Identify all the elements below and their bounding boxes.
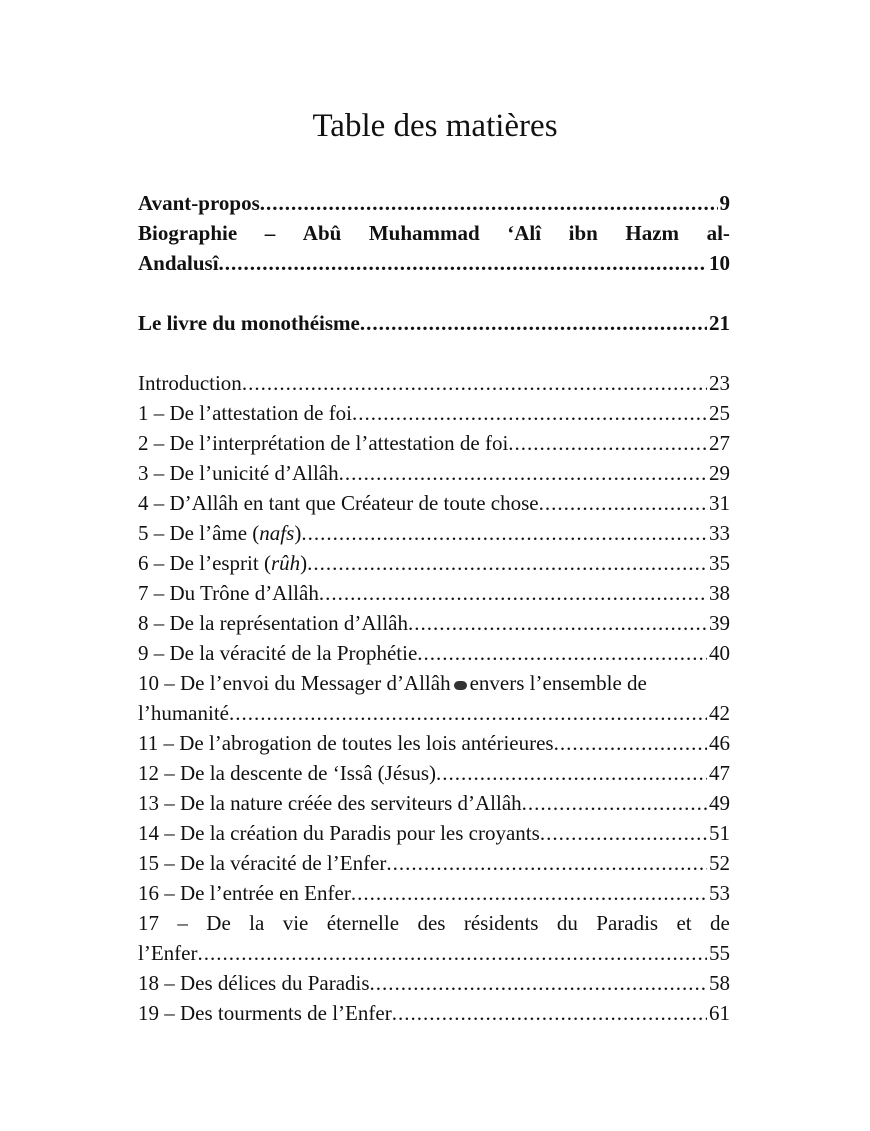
leader-dots [260, 188, 718, 218]
toc-entry-title: Le livre du monothéisme [138, 311, 360, 335]
toc-entry-title: 16 – De l’entrée en Enfer [138, 881, 351, 905]
toc-page-number: 23 [709, 371, 730, 395]
leader-dots [229, 698, 707, 728]
toc-page-number: 9 [719, 191, 730, 215]
toc-entry [138, 968, 730, 998]
toc-entry-title: Avant-propos [138, 191, 260, 215]
leader-dots [242, 368, 707, 398]
toc-entry [138, 518, 730, 548]
toc-entry-title: 14 – De la création du Paradis pour les croyants [138, 821, 540, 845]
toc-entry-title: 9 – De la véracité de la Prophétie [138, 641, 418, 665]
toc-entry-avant-propos [138, 188, 730, 218]
toc-page-number: 33 [709, 521, 730, 545]
word: Biographie [138, 221, 238, 245]
leader-dots [539, 488, 707, 518]
toc-entry-title: 13 – De la nature créée des serviteurs d’Allâh [138, 791, 522, 815]
page-title: Table des matières [312, 108, 558, 144]
toc-entry-10-line2 [138, 698, 730, 728]
toc-entry [138, 398, 730, 428]
toc-entry-title [138, 548, 307, 578]
toc-entry-title: l’humanité [138, 701, 229, 725]
toc-entry [138, 488, 730, 518]
toc-page-number: 51 [709, 821, 730, 845]
toc-entry [138, 548, 730, 578]
word: éternelle [326, 911, 400, 935]
toc-entry-title: 19 – Des tourments de l’Enfer [138, 1001, 392, 1025]
leader-dots [417, 638, 707, 668]
table-of-contents [138, 188, 730, 1028]
toc-page-number: 38 [709, 581, 730, 605]
toc-entry-17-line2 [138, 938, 730, 968]
toc-entry-title: Introduction [138, 371, 242, 395]
toc-entry-title-cont: envers l’ensemble de [469, 671, 647, 695]
toc-entry-10-line1 [138, 668, 730, 698]
toc-page-number: 49 [709, 791, 730, 815]
word: des [417, 911, 446, 935]
toc-page-number: 27 [709, 431, 730, 455]
word: la [249, 911, 265, 935]
title-part: 6 – De l’esprit ( [138, 551, 271, 575]
salutation-seal-icon [454, 681, 467, 690]
leader-dots [352, 398, 707, 428]
toc-entry [138, 998, 730, 1028]
toc-entry-title: 2 – De l’interprétation de l’attestation de foi [138, 431, 509, 455]
toc-entry [138, 428, 730, 458]
toc-entry-title: Andalusî [138, 251, 219, 275]
word: 17 [138, 911, 159, 935]
toc-entry [138, 608, 730, 638]
leader-dots [339, 458, 707, 488]
toc-entry-title: 18 – Des délices du Paradis [138, 971, 370, 995]
toc-entry-introduction [138, 368, 730, 398]
leader-dots [319, 578, 707, 608]
word: al- [706, 221, 730, 245]
word: Paradis [596, 911, 659, 935]
toc-entry-17-line1 [138, 908, 730, 938]
title-italic-term: nafs [259, 521, 295, 545]
leader-dots [436, 758, 707, 788]
toc-page-number: 46 [709, 731, 730, 755]
toc-entry-biographie-line1 [138, 218, 730, 248]
toc-entry [138, 638, 730, 668]
toc-entry-title: 8 – De la représentation d’Allâh [138, 611, 408, 635]
toc-page-number: 29 [709, 461, 730, 485]
leader-dots [386, 848, 707, 878]
toc-entry-biographie-line2 [138, 248, 730, 278]
toc-entry-title: 3 – De l’unicité d’Allâh [138, 461, 339, 485]
toc-entry-title: 11 – De l’abrogation de toutes les lois antérieures [138, 731, 554, 755]
toc-entry-title: 12 – De la descente de ‘Issâ (Jésus) [138, 761, 436, 785]
title-part: ) [300, 551, 308, 575]
word: ibn [568, 221, 598, 245]
word: du [556, 911, 578, 935]
title-part: 5 – De l’âme ( [138, 521, 260, 545]
toc-entry-title: l’Enfer [138, 941, 198, 965]
toc-page-number: 55 [709, 941, 730, 965]
word: Muhammad [368, 221, 480, 245]
toc-entry [138, 788, 730, 818]
word: vie [282, 911, 309, 935]
toc-entry-title: 7 – Du Trône d’Allâh [138, 581, 319, 605]
toc-entry [138, 458, 730, 488]
toc-entry-title: 10 – De l’envoi du Messager d’Allâh [138, 671, 451, 695]
leader-dots [522, 788, 707, 818]
toc-page-number: 52 [709, 851, 730, 875]
toc-page-number: 47 [709, 761, 730, 785]
leader-dots [554, 728, 707, 758]
leader-dots [508, 428, 707, 458]
toc-page-number: 39 [709, 611, 730, 635]
title-italic-term: rûh [270, 551, 301, 575]
word: – [177, 911, 188, 935]
toc-page-number: 58 [709, 971, 730, 995]
toc-entry-title: 4 – D’Allâh en tant que Créateur de toute chose [138, 491, 539, 515]
word: de [710, 911, 730, 935]
toc-entry [138, 818, 730, 848]
leader-dots [219, 248, 707, 278]
word: et [676, 911, 692, 935]
leader-dots [360, 308, 707, 338]
toc-entry-title [138, 518, 301, 548]
word: Abû [302, 221, 342, 245]
leader-dots [301, 518, 707, 548]
leader-dots [370, 968, 707, 998]
leader-dots [197, 938, 707, 968]
leader-dots [351, 878, 707, 908]
toc-page-number: 25 [709, 401, 730, 425]
word: – [264, 221, 276, 245]
toc-page-number: 35 [709, 551, 730, 575]
toc-page-number: 61 [709, 1001, 730, 1025]
toc-entry-title: 1 – De l’attestation de foi [138, 401, 353, 425]
toc-page-number: 10 [709, 251, 730, 275]
toc-entry-title: 15 – De la véracité de l’Enfer [138, 851, 387, 875]
toc-page-number: 21 [709, 311, 730, 335]
toc-page-number: 40 [709, 641, 730, 665]
leader-dots [392, 998, 707, 1028]
toc-page-number: 42 [709, 701, 730, 725]
word: ‘Alî [507, 221, 542, 245]
leader-dots [408, 608, 707, 638]
toc-page-number: 31 [709, 491, 730, 515]
toc-page-number: 53 [709, 881, 730, 905]
toc-entry-livre [138, 308, 730, 338]
toc-entry [138, 578, 730, 608]
toc-entry [138, 848, 730, 878]
toc-entry [138, 878, 730, 908]
leader-dots [540, 818, 707, 848]
word: résidents [463, 911, 539, 935]
word: Hazm [625, 221, 680, 245]
leader-dots [307, 548, 707, 578]
word: De [206, 911, 231, 935]
toc-entry [138, 728, 730, 758]
title-part: ) [294, 521, 302, 545]
toc-entry [138, 758, 730, 788]
